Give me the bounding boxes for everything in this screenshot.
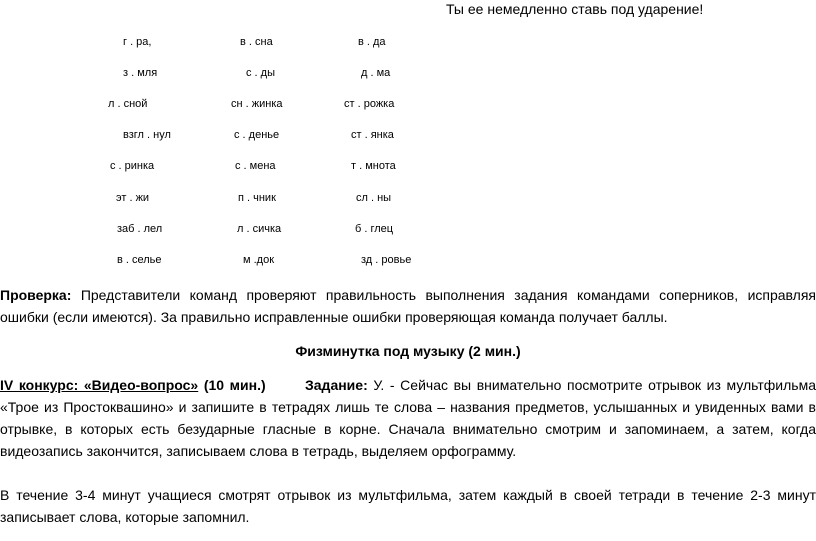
word-item: в . селье xyxy=(117,254,162,266)
word-item: б . глец xyxy=(355,223,394,235)
word-item: ст . рожка xyxy=(344,98,395,110)
task-label: Задание: xyxy=(305,377,368,393)
word-item: эт . жи xyxy=(116,192,150,204)
check-paragraph xyxy=(0,284,816,328)
task-text: У. - Сейчас вы внимательно посмотрите отрывок из мультфильма «Трое из Простоквашино» и запишите в тетрадях лишь те слова – названия предметов, услышанных и увиденных вами в отрывке, в которых есть безударные гласные в корне. Сначала внимательно смотрим и запоминаем, а затем, когда видеозапись закончится, записываем слова в тетрадь, выделяем орфограмму. xyxy=(0,377,816,459)
word-item: зд . ровье xyxy=(361,254,412,266)
contest-duration: (10 мин.) xyxy=(198,377,266,393)
word-item: ст . янка xyxy=(351,129,394,141)
check-label: Проверка: xyxy=(0,287,72,303)
contest-paragraph xyxy=(0,374,816,462)
word-item: м .док xyxy=(243,254,275,266)
word-item: д . ма xyxy=(361,67,391,79)
word-item: п . чник xyxy=(238,192,276,204)
contest-title: IV конкурс: «Видео-вопрос» xyxy=(0,377,199,393)
instruction-note: Ты ее немедленно ставь под ударение! xyxy=(446,1,704,17)
word-item: л . сичка xyxy=(237,223,282,235)
word-item: л . сной xyxy=(108,98,148,110)
fizminutka-title: Физминутка под музыку (2 мин.) xyxy=(295,343,521,359)
word-item: сл . ны xyxy=(356,192,392,204)
word-item: с . денье xyxy=(234,129,280,141)
word-item: в . сна xyxy=(240,36,273,48)
word-item: с . ды xyxy=(246,67,275,79)
word-item: с . мена xyxy=(235,160,276,172)
word-item: заб . лел xyxy=(117,223,163,235)
spacer xyxy=(266,377,305,393)
word-item: в . да xyxy=(358,36,386,48)
word-item: г . ра, xyxy=(123,36,152,48)
word-item: т . мнота xyxy=(351,160,396,172)
word-item: с . ринка xyxy=(110,160,155,172)
word-item: з . мля xyxy=(123,67,158,79)
word-item: сн . жинка xyxy=(231,98,283,110)
final-paragraph: В течение 3-4 минут учащиеся смотрят отрывок из мультфильма, затем каждый в своей тетради в течение 2-3 минут записывает слова, которые запомнил. xyxy=(0,487,816,525)
check-text: Представители команд проверяют правильность выполнения задания командами соперников, исправляя ошибки (если имеются). За правильно исправленные ошибки проверяющая команда получает баллы. xyxy=(0,287,816,325)
word-item: взгл . нул xyxy=(123,129,171,141)
